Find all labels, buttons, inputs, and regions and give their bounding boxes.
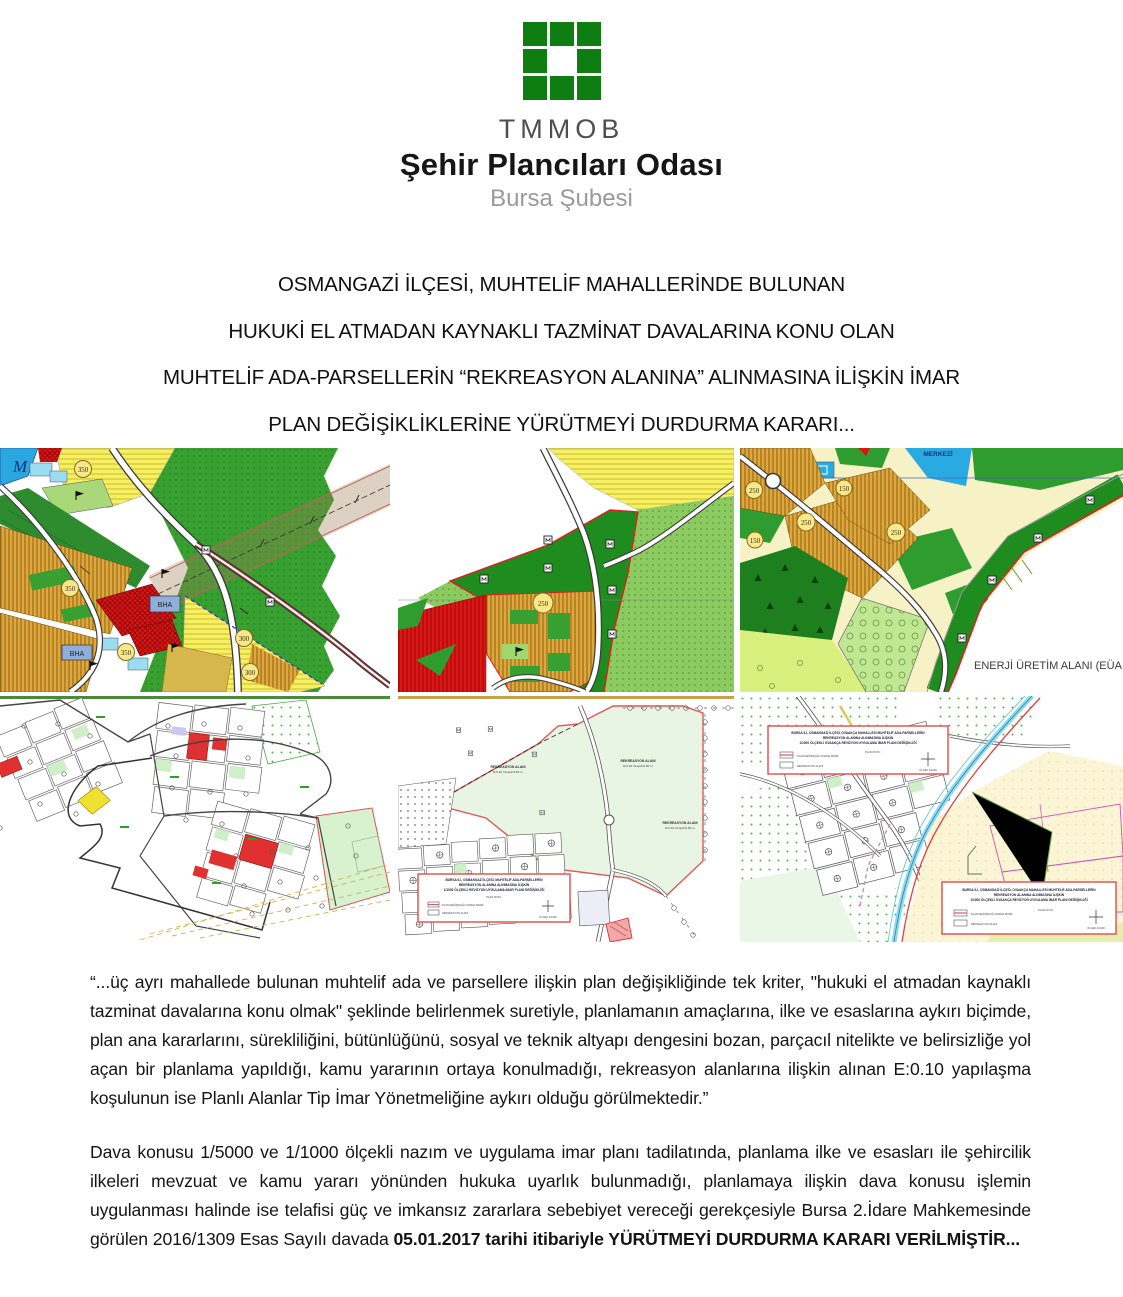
org-branch: Bursa Şubesi <box>490 185 633 212</box>
svg-text:REKREASYON ALANI: REKREASYON ALANI <box>620 759 656 763</box>
cadastral-map-1-svg <box>0 696 390 942</box>
svg-text:PLAN DEĞİŞİKLİĞİ ONAMA SINIRI: PLAN DEĞİŞİKLİĞİ ONAMA SINIRI <box>442 904 484 907</box>
zone-circle-300a: 300 <box>238 636 250 643</box>
svg-text:E:0.10 Yençok:6.50 m: E:0.10 Yençok:6.50 m <box>493 770 523 774</box>
svg-text:REKREASYON ALANI: REKREASYON ALANI <box>490 765 526 769</box>
svg-text:BURSA İLİ, OSMANGAZİ İLÇESİ, M: BURSA İLİ, OSMANGAZİ İLÇESİ, MUHTELİF ADA-PARSELLERİN <box>445 878 543 882</box>
zone-circle-300b: 300 <box>244 670 256 677</box>
zone-circle-250a: 250 <box>748 488 760 495</box>
org-acronym: TMMOB <box>498 114 625 144</box>
m-zone-label: M <box>13 457 28 476</box>
zone-circle-250c: 250 <box>890 530 902 537</box>
zone-circle-150b: 150 <box>749 538 761 545</box>
svg-text:BURSA İLİ, OSMANGAZİ İLÇESİ, O: BURSA İLİ, OSMANGAZİ İLÇESİ, OVAAKÇA MAHALLESİ MUHTELİF ADA-PARSELLERİN <box>791 731 925 735</box>
letterhead <box>0 22 1123 213</box>
org-name: Şehir Plancıları Odası <box>399 147 724 182</box>
top-edge-sliver <box>0 696 390 699</box>
svg-text:PLAN NOTU:: PLAN NOTU: <box>865 751 881 754</box>
merkezi-label: MERKEZİ <box>923 451 953 458</box>
svg-text:E:0.10 Yençok:6.50 m: E:0.10 Yençok:6.50 m <box>665 826 695 830</box>
svg-text:REKREASYON ALANINA ALINMASINA: REKREASYON ALANINA ALINMASINA İLİŞKİN <box>458 883 530 887</box>
red-zone <box>398 595 486 692</box>
svg-text:REKREASYON ALANI: REKREASYON ALANI <box>797 765 824 768</box>
svg-text:1/1000 ÖLÇEKLİ REVİZYON UYGULA: 1/1000 ÖLÇEKLİ REVİZYON UYGULAMA İMAR PLANI DEĞİŞİKLİĞİ <box>443 888 545 892</box>
zoning-map-3 <box>740 448 1123 692</box>
zone-circle-150a: 150 <box>838 486 850 493</box>
cadastral-map-1 <box>0 696 390 942</box>
zoning-map-3-svg <box>740 448 1123 692</box>
svg-text:ÖLÇEK:1/1000: ÖLÇEK:1/1000 <box>1087 927 1105 930</box>
zone-circle-350c: 350 <box>120 650 132 657</box>
top-edge-sliver <box>398 696 734 699</box>
svg-text:BURSA İLİ, OSMANGAZİ İLÇESİ, O: BURSA İLİ, OSMANGAZİ İLÇESİ, OVAAKÇA MAHALLESİ MUHTELİF ADA-PARSELLERİN <box>962 888 1096 892</box>
zone-density-circle <box>533 593 553 613</box>
svg-text:REKREASYON ALANI: REKREASYON ALANI <box>442 912 469 915</box>
bha-label-1: BHA <box>157 602 173 609</box>
title-line-1: OSMANGAZİ İLÇESİ, MUHTELİF MAHALLERİNDE BULUNAN <box>278 273 845 296</box>
chamber-logo <box>0 22 1123 100</box>
title-line-3: MUHTELİF ADA-PARSELLERİN “REKREASYON ALANINA” ALINMASINA İLİŞKİN İMAR <box>163 366 960 389</box>
court-quote-paragraph: “...üç ayrı mahallede bulunan muhtelif ada ve parsellere ilişkin plan değişikliğinde tek kriter, "hukuki el atmadan kaynaklı tazminat davalarına konu olmak" şeklinde belirlenmek suretiyle, planlamanın amaçlarına, ilke ve esaslarına aykırı biçimde, plan ana kararlarını, sürekliliğini, bütünlüğünü, sosyal ve teknik altyapı dengesini bozan, parçacıl nitelikte ve belirsizliğe yol açan bir planlama yapıldığı, kamu yararının ortaya konulmadığı, rekreasyon alanlarına ilişkin alınan E:0.10 yapılaşma koşulunun ise Planlı Alanlar Tip İmar Yönetmeliğine aykırı olduğu görülmektedir.” <box>90 971 1031 1109</box>
zoning-map-2 <box>398 448 734 692</box>
rekreasyon-plan-svg <box>398 696 734 942</box>
svg-text:REKREASYON ALANI: REKREASYON ALANI <box>971 923 998 926</box>
zone-circle-350a: 350 <box>77 467 89 474</box>
title-line-2: HUKUKİ EL ATMADAN KAYNAKLI TAZMİNAT DAVALARINA KONU OLAN <box>228 319 895 343</box>
rekreasyon-plan-map <box>398 696 734 942</box>
svg-text:REKREASYON ALANINA ALINMASINA: REKREASYON ALANINA ALINMASINA İLİŞKİN <box>993 893 1065 897</box>
svg-text:ÖLÇEK:1/1000: ÖLÇEK:1/1000 <box>919 769 937 772</box>
zoning-map-2-svg <box>398 448 734 692</box>
energy-area-annotation: ENERJİ ÜRETİM ALANI (EÜA <box>974 660 1122 672</box>
zone-circle-250b: 250 <box>800 520 812 527</box>
bha-label-2: BHA <box>69 651 85 658</box>
zone-circle-250: 250 <box>537 601 549 608</box>
zoning-map-1-svg <box>0 448 390 692</box>
decision-text-bold: 05.01.2017 tarihi itibariyle YÜRÜTMEYİ DURDURMA KARARI VERİLMİŞTİR... <box>393 1229 1021 1250</box>
legend-box-top <box>768 726 948 774</box>
svg-text:PLAN NOTU:: PLAN NOTU: <box>486 896 502 899</box>
decision-paragraph <box>90 1138 1031 1255</box>
ovaakca-plan-map <box>740 696 1123 942</box>
svg-text:REKREASYON ALANI: REKREASYON ALANI <box>662 821 698 825</box>
svg-text:E:0.10 Yençok:6.50 m: E:0.10 Yençok:6.50 m <box>623 764 653 768</box>
legend-box <box>418 874 570 922</box>
decision-text-normal: Dava konusu 1/5000 ve 1/1000 ölçekli nazım ve uygulama imar planı tadilatında, planlama ilke ve esasları ile şehircilik ilkeleri mevzuat ve kamu yararı yönünden hukuka uyarlık bulunmadığı, planlamaya ilişkin dava konusu işlemin uygulanması halinde ise telafisi güç ve imkansız zararlara sebebiyet vereceği gerekçesiyle Bursa 2.İdare Mahkemesinde görülen 2016/1309 Esas Sayılı davada <box>90 1141 1031 1250</box>
svg-text:PLAN NOTU:: PLAN NOTU: <box>1038 909 1054 912</box>
svg-text:PLAN DEĞİŞİKLİĞİ ONAMA SINIRI: PLAN DEĞİŞİKLİĞİ ONAMA SINIRI <box>971 913 1013 916</box>
announcement-title <box>0 262 1123 448</box>
svg-text:ÖLÇEK:1/1000: ÖLÇEK:1/1000 <box>539 916 557 919</box>
svg-text:1/1000 ÖLÇEKLİ OVAAKÇA REVİZYO: 1/1000 ÖLÇEKLİ OVAAKÇA REVİZYON UYGULAMA İMAR PLANI DEĞİŞİKLİĞİ <box>799 741 917 745</box>
svg-text:REKREASYON ALANINA ALINMASINA: REKREASYON ALANINA ALINMASINA İLİŞKİN <box>822 736 894 740</box>
zone-circle-350b: 350 <box>64 586 76 593</box>
legend-box-bottom <box>942 882 1116 934</box>
title-line-4: PLAN DEĞİŞİKLİKLERİNE YÜRÜTMEYİ DURDURMA KARARI... <box>268 412 855 436</box>
ovaakca-plan-svg <box>740 696 1123 942</box>
svg-text:PLAN DEĞİŞİKLİĞİ ONAMA SINIRI: PLAN DEĞİŞİKLİĞİ ONAMA SINIRI <box>797 755 839 758</box>
zoning-map-1 <box>0 448 390 692</box>
svg-text:1/1000 ÖLÇEKLİ OVAAKÇA REVİZYO: 1/1000 ÖLÇEKLİ OVAAKÇA REVİZYON UYGULAMA İMAR PLANI DEĞİŞİKLİĞİ <box>970 898 1088 902</box>
